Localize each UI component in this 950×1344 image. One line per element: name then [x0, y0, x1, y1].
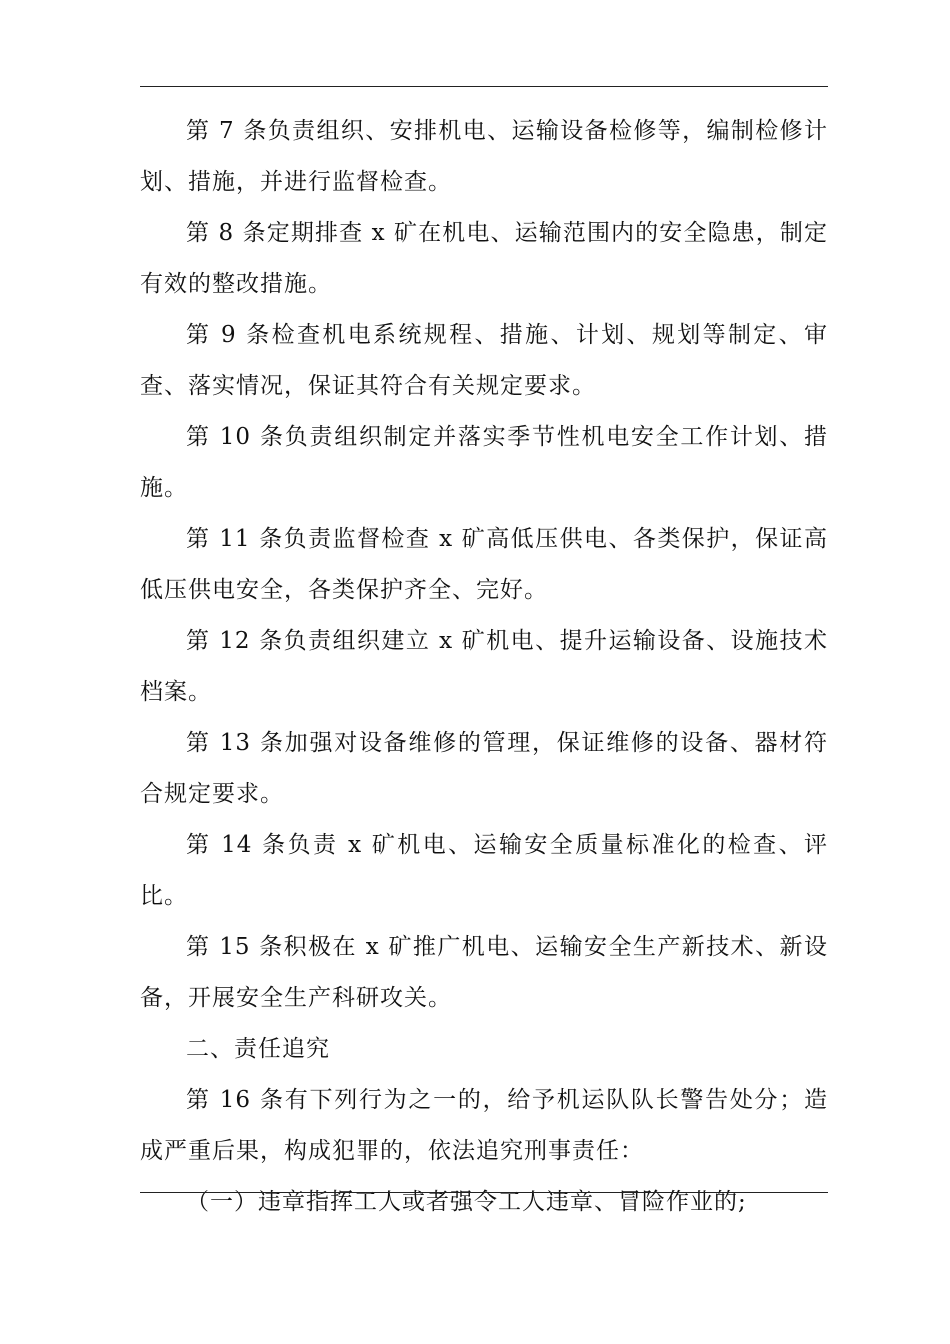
article-7: 第 7 条负责组织、安排机电、运输设备检修等，编制检修计划、措施，并进行监督检查。: [140, 118, 828, 195]
article-14: 第 14 条负责 x 矿机电、运输安全质量标准化的检查、评比。: [140, 832, 828, 909]
section-heading: 二、责任追究: [186, 1036, 330, 1062]
article-12: 第 12 条负责组织建立 x 矿机电、提升运输设备、设施技术档案。: [140, 628, 828, 705]
article-16-item-1: （一）违章指挥工人或者强令工人违章、冒险作业的;: [186, 1189, 747, 1215]
article-15: 第 15 条积极在 x 矿推广机电、运输安全生产新技术、新设备，开展安全生产科研攻关。: [140, 934, 828, 1011]
article-10: 第 10 条负责组织制定并落实季节性机电安全工作计划、措施。: [140, 424, 828, 501]
article-16: 第 16 条有下列行为之一的，给予机运队队长警告处分；造成严重后果，构成犯罪的，依法追究刑事责任：: [140, 1087, 828, 1164]
document-body: [140, 106, 828, 1228]
article-11: 第 11 条负责监督检查 x 矿高低压供电、各类保护，保证高低压供电安全，各类保护齐全、完好。: [140, 526, 828, 603]
article-13: 第 13 条加强对设备维修的管理，保证维修的设备、器材符合规定要求。: [140, 730, 828, 807]
header-rule: [140, 86, 828, 87]
footer-rule: [140, 1192, 828, 1193]
article-8: 第 8 条定期排查 x 矿在机电、运输范围内的安全隐患，制定有效的整改措施。: [140, 220, 828, 297]
article-9: 第 9 条检查机电系统规程、措施、计划、规划等制定、审查、落实情况，保证其符合有关规定要求。: [140, 322, 828, 399]
